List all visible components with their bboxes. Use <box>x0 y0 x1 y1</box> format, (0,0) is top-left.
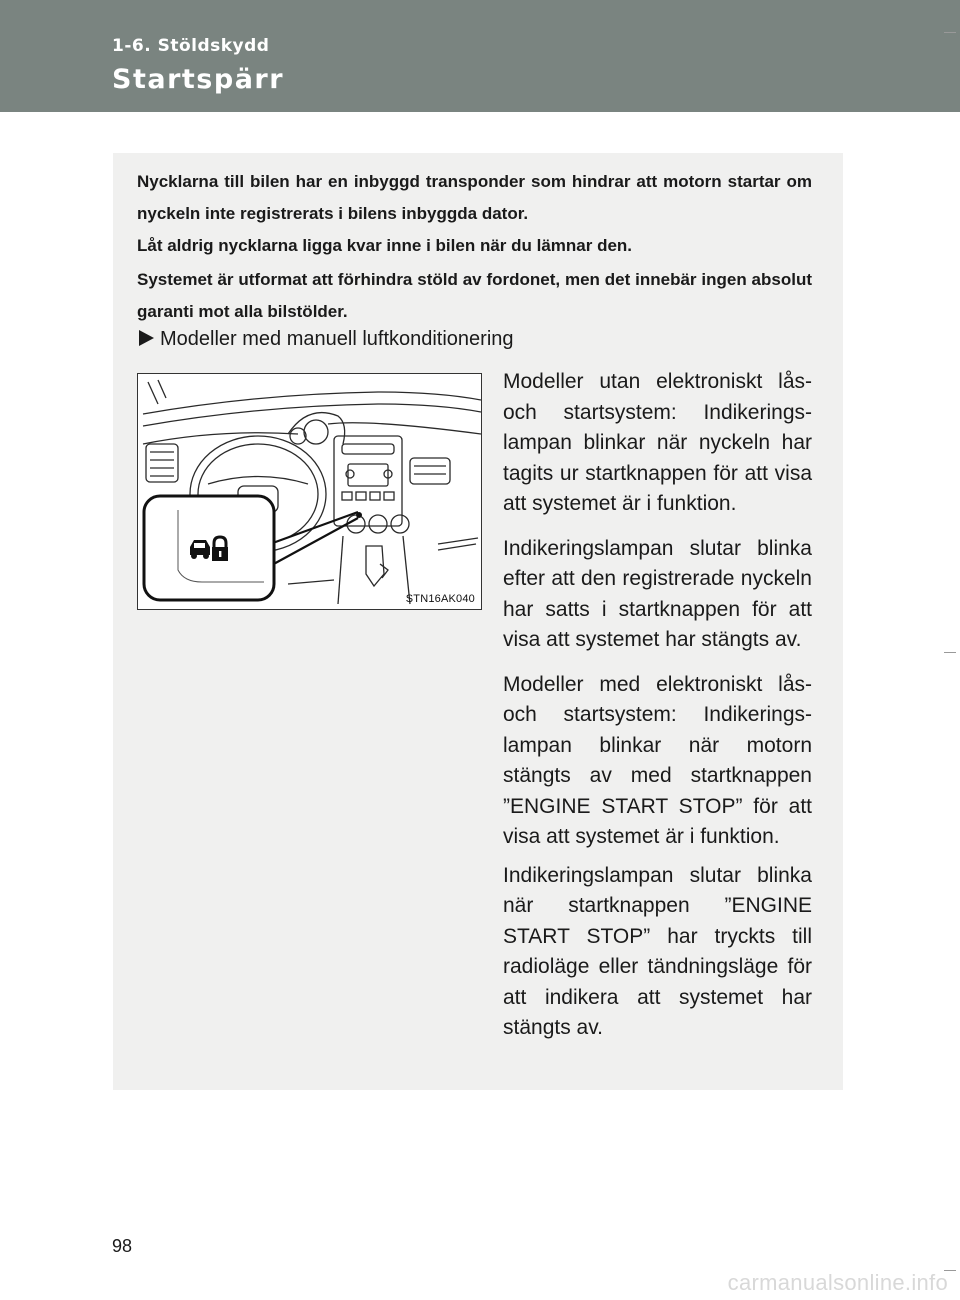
intro-paragraph-3: Systemet är utformat att förhindra stöld av fordonet, men det innebär ingen absolut garanti mot alla bilstölder. <box>137 270 812 321</box>
figure-code: STN16AK040 <box>405 593 475 605</box>
section-header-bar <box>0 0 960 112</box>
body-paragraph-2: Indikeringslampan slutar blinka efter att den registrerade nyckeln har satts i startknappen för att visa att systemet har stängts av. <box>503 536 812 651</box>
intro-paragraph-1: Nycklarna till bilen har en inbyggd transponder som hindrar att motorn startar om nyckeln inte registrerats i bilens inbyggda dator. <box>137 172 812 223</box>
triangle-bullet-icon <box>139 330 154 346</box>
watermark: carmanualsonline.info <box>727 1270 948 1295</box>
crop-mark-mid-right <box>944 652 956 653</box>
intro-block <box>137 166 812 328</box>
body-paragraph-1: Modeller utan elektroniskt lås- och startsystem: Indikeringslampan blinkar när nyckeln har tagits ur startknappen för att visa att systemet är i funktion. <box>503 370 812 515</box>
body-text-column <box>503 367 812 1058</box>
model-subheading <box>139 328 514 351</box>
page-number: 98 <box>112 1236 133 1256</box>
page-title: Startspärr <box>112 64 285 95</box>
intro-paragraph-2: Låt aldrig nycklarna ligga kvar inne i bilen när du lämnar den. <box>137 236 633 255</box>
crop-mark-top-right <box>944 32 956 33</box>
car-lock-indicator-icon <box>188 535 230 563</box>
section-label: 1-6. Stöldskydd <box>112 36 270 56</box>
body-paragraph-4: Indikeringslampan slutar blinka när startknappen ”ENGINE START STOP” har tryckts till radioläge eller tändningsläge för att indikera att systemet har stängts av. <box>503 863 812 1039</box>
body-paragraph-3: Modeller med elektroniskt lås- och startsystem: Indikeringslampan blinkar när motorn stängts av med startknappen ”ENGINE START STOP” för att visa att systemet är i funktion. <box>503 672 812 848</box>
dashboard-illustration <box>137 373 482 610</box>
subheading-text: Modeller med manuell luftkonditionering <box>160 328 514 350</box>
